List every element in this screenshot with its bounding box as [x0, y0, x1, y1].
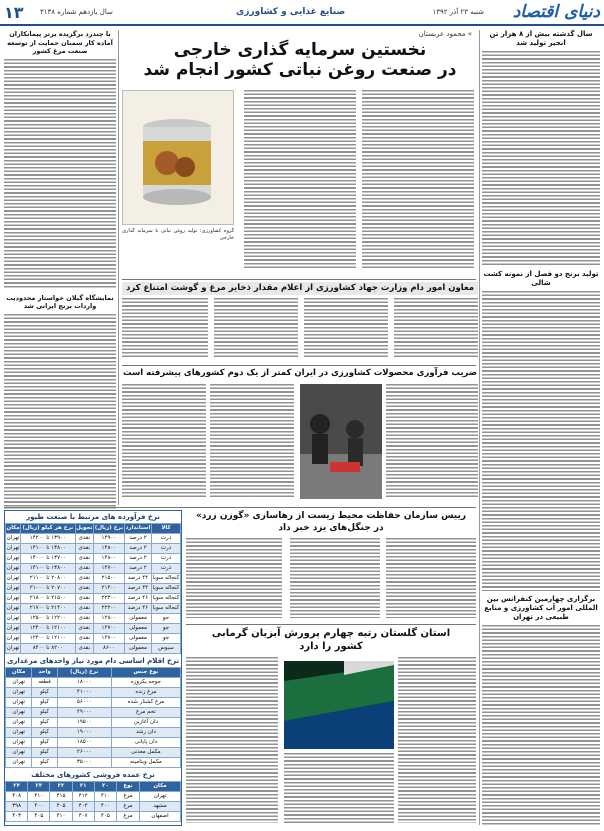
- table-cell: ۲۲۲۰۰: [93, 604, 124, 614]
- table-row: [6, 534, 181, 544]
- table-cell: ذرت: [152, 554, 181, 564]
- story-3: [122, 368, 478, 504]
- table-header-cell: مکان: [6, 668, 32, 678]
- lead-title-2: در صنعت روغن نباتی کشور انجام شد: [143, 60, 457, 80]
- table-header-cell: نوع جنس: [111, 668, 180, 678]
- table-cell: ذرت: [152, 534, 181, 544]
- table-cell: تهران: [6, 564, 21, 574]
- table-cell: ۲۱۵۰۰ تا ۲۱۸۰۰: [21, 594, 75, 604]
- table-cell: تهران: [6, 728, 32, 738]
- table-cell: تهران: [6, 748, 32, 758]
- table-cell: تهران: [6, 718, 32, 728]
- table-1: [5, 523, 181, 654]
- story-2-body-col1: [394, 298, 478, 358]
- table-row: [6, 812, 181, 822]
- table-header-cell: استاندارد: [124, 524, 151, 534]
- page-number: ۱۳: [4, 3, 24, 22]
- page-header: [0, 0, 604, 26]
- table-cell: ۳۹۸: [6, 802, 28, 812]
- table-cell: ۵۶۰۰۰: [57, 698, 111, 708]
- table-header-cell: تحویل: [75, 524, 93, 534]
- table-cell: ۴۱۰: [94, 792, 116, 802]
- table-row: [6, 738, 181, 748]
- table-cell: ۲ درصد: [124, 544, 151, 554]
- story-4: [186, 510, 476, 620]
- section-title: صنایع غذایی و کشاورزی: [236, 7, 346, 17]
- table-cell: ۴۶ درصد: [124, 604, 151, 614]
- table-cell: ۴۰۵: [28, 812, 50, 822]
- table-cell: نقدی: [75, 624, 93, 634]
- left-mid-title: نمایشگاه گیلان خواستار محدودیت واردات برنج ایرانی شد: [6, 293, 114, 310]
- table-row: [6, 718, 181, 728]
- table-header-cell: ۲۰: [94, 782, 116, 792]
- table-cell: مرغ: [116, 812, 139, 822]
- story-3-body-col2: [210, 384, 294, 499]
- story-4-title-2: در جنگل‌های یزد خبر داد: [278, 523, 384, 533]
- table-row: [6, 574, 181, 584]
- story-2-body-col2: [304, 298, 388, 358]
- table-cell: معمولی: [124, 624, 151, 634]
- table-cell: مکمل معدنی: [111, 748, 180, 758]
- table-row: [6, 604, 181, 614]
- table-row: [6, 698, 181, 708]
- story-3-photo: [300, 384, 382, 499]
- lead-kicker: » محمود عربستان: [418, 30, 472, 38]
- column-rule: [479, 30, 480, 825]
- table-cell: ۸۶۰۰: [93, 644, 124, 654]
- table-row: [6, 728, 181, 738]
- table-cell: ۴۴ درصد: [124, 574, 151, 584]
- left-top-title: با چندرد برگزیده برتر پیمانکاران آماده کار سمنان حمایت از توسعه صنعت مرغ کشور: [7, 30, 113, 55]
- right-top-body: [482, 51, 600, 266]
- table-header-cell: نرخ هر کیلو (ریال): [21, 524, 75, 534]
- table-cell: ۱۳۹۰۰ تا ۱۴۲۰۰: [21, 534, 75, 544]
- table-cell: ۱۲۸۰۰: [93, 614, 124, 624]
- table-cell: ۱۴۷۰۰: [93, 564, 124, 574]
- table-cell: تهران: [6, 594, 21, 604]
- right-mid-body: [482, 291, 600, 591]
- right-top-title: سال گذشته بیش از ۸ هزار تن انجیر تولید شد: [489, 30, 593, 47]
- story-5-body-col1: [398, 657, 476, 823]
- table-cell: مشهد: [140, 802, 181, 812]
- table-cell: مکمل ویتامینه: [111, 758, 180, 768]
- table-header-cell: مکان: [6, 524, 21, 534]
- table-cell: تهران: [6, 554, 21, 564]
- section-divider: [122, 279, 476, 280]
- table-cell: ۲ درصد: [124, 554, 151, 564]
- table-cell: نقدی: [75, 544, 93, 554]
- table-cell: تهران: [6, 584, 21, 594]
- table-cell: نقدی: [75, 614, 93, 624]
- story-4-body-col1: [386, 538, 476, 618]
- table-cell: جو: [152, 614, 181, 624]
- table-cell: تهران: [6, 758, 32, 768]
- table-cell: ۱۹۵۰۰: [57, 718, 111, 728]
- table-cell: جو: [152, 634, 181, 644]
- table-cell: اصفهان: [140, 812, 181, 822]
- table-1-title: نرخ فرآورده های مرتبط با صنعت طیور: [26, 513, 160, 521]
- table-cell: ۱۸۰۰۰: [57, 678, 111, 688]
- table-2-title: نرخ اقلام اساسی دام مورد نیاز واحدهای مرغداری: [6, 657, 180, 665]
- table-header-cell: ۲۱: [72, 782, 94, 792]
- oil-can-image: [122, 91, 233, 225]
- table-cell: دان پایانی: [111, 738, 180, 748]
- table-cell: جو: [152, 624, 181, 634]
- table-row: [6, 708, 181, 718]
- table-cell: ۴۰۵: [50, 802, 72, 812]
- table-cell: ۲۱۴۰۰: [93, 584, 124, 594]
- lead-photo: [122, 90, 234, 225]
- table-cell: کیلو: [32, 718, 57, 728]
- table-cell: تهران: [6, 698, 32, 708]
- table-cell: ۲۰۸۰۰ تا ۲۱۱۰۰: [21, 574, 75, 584]
- table-cell: ۱۲۷۰۰: [93, 624, 124, 634]
- table-cell: کنجاله سویا: [152, 574, 181, 584]
- table-cell: نقدی: [75, 584, 93, 594]
- table-cell: ۲۰۷۰۰ تا ۲۱۰۰۰: [21, 584, 75, 594]
- story-5-title-1: استان گلستان رتبه چهارم پرورش آبزیان گرمابی: [211, 628, 451, 639]
- table-cell: ۴۰۷: [72, 812, 94, 822]
- table-cell: مرغ کشتار شده: [111, 698, 180, 708]
- right-bottom-title: برگزاری چهارمین کنفرانس بین المللی امور آب کشاورزی و منابع طبیعی در تهران: [484, 595, 598, 621]
- table-cell: ۲ درصد: [124, 534, 151, 544]
- table-cell: ۴۴ درصد: [124, 584, 151, 594]
- table-cell: ۱۹۰۰۰: [57, 728, 111, 738]
- story-3-body-col3: [122, 384, 206, 499]
- table-cell: تهران: [6, 738, 32, 748]
- table-cell: نقدی: [75, 574, 93, 584]
- story-2-body-col3: [214, 298, 298, 358]
- table-cell: تهران: [6, 634, 21, 644]
- table-3: [5, 781, 181, 822]
- table-cell: ۳۵۰۰۰: [57, 758, 111, 768]
- table-row: [6, 802, 181, 812]
- table-cell: ۴۱۰۰۰: [57, 688, 111, 698]
- table-cell: تهران: [6, 574, 21, 584]
- table-cell: ۱۳۷۰۰ تا ۱۴۰۰۰: [21, 554, 75, 564]
- table-cell: کیلو: [32, 748, 57, 758]
- right-bottom-body: [482, 625, 600, 825]
- table-cell: ۱۲۲۰۰ تا ۱۲۵۰۰: [21, 614, 75, 624]
- column-rule: [118, 30, 119, 505]
- table-cell: تهران: [6, 624, 21, 634]
- table-cell: ذرت: [152, 564, 181, 574]
- table-cell: ذرت: [152, 544, 181, 554]
- table-header-cell: ۲۳: [28, 782, 50, 792]
- table-cell: کنجاله سویا: [152, 594, 181, 604]
- table-cell: جوجه یکروزه: [111, 678, 180, 688]
- table-cell: نقدی: [75, 564, 93, 574]
- table-cell: تهران: [6, 534, 21, 544]
- table-cell: کنجاله سویا: [152, 584, 181, 594]
- table-cell: ۴۰۰: [94, 802, 116, 812]
- table-cell: کیلو: [32, 698, 57, 708]
- table-row: [6, 614, 181, 624]
- table-cell: تهران: [6, 544, 21, 554]
- story-4-body-col2: [290, 538, 380, 618]
- story-2-body-col4: [122, 298, 208, 358]
- table-cell: مرغ زنده: [111, 688, 180, 698]
- issue-date: شنبه ۲۳ آذر ۱۳۹۲: [432, 8, 484, 16]
- table-cell: قطعه: [32, 678, 57, 688]
- table-cell: ۱۳۸۰۰ تا ۱۴۱۰۰: [21, 564, 75, 574]
- issue-number: سال یازدهم شماره ۳۱۳۸: [40, 8, 113, 16]
- left-mid-body: [4, 314, 116, 509]
- table-row: [6, 634, 181, 644]
- table-header-cell: ۲۴: [6, 782, 28, 792]
- table-cell: ۲۱۴۰۰ تا ۲۱۷۰۰: [21, 604, 75, 614]
- story-5-body-col2: [284, 753, 394, 823]
- table-cell: نقدی: [75, 554, 93, 564]
- table-cell: ۲ درصد: [124, 564, 151, 574]
- table-row: [6, 688, 181, 698]
- table-row: [6, 554, 181, 564]
- story-3-body-col1: [386, 384, 478, 499]
- table-cell: تهران: [140, 792, 181, 802]
- table-cell: معمولی: [124, 614, 151, 624]
- table-cell: تهران: [6, 604, 21, 614]
- table-cell: ۲۱۵۰۰: [93, 574, 124, 584]
- story-3-title: ضریب فرآوری محصولات کشاورزی در ایران کمتر از یک دوم کشورهای پیشرفته است: [122, 368, 478, 378]
- right-column: [482, 30, 600, 825]
- table-cell: ۴۱۰: [28, 792, 50, 802]
- table-cell: نقدی: [75, 644, 93, 654]
- table-row: [6, 624, 181, 634]
- newspaper-logo: دنیای اقتصاد: [512, 2, 600, 22]
- table-cell: نقدی: [75, 594, 93, 604]
- table-header-cell: نرخ (ریال): [93, 524, 124, 534]
- table-cell: ۸۲۰۰ تا ۸۴۰۰: [21, 644, 75, 654]
- right-mid-title: تولید برنج دو فصل از نمونه کشت شالی: [483, 270, 599, 287]
- table-cell: معمولی: [124, 644, 151, 654]
- section-divider: [186, 624, 476, 625]
- table-cell: تخم مرغ: [111, 708, 180, 718]
- lead-body-col1: [362, 90, 474, 270]
- table-row: [6, 544, 181, 554]
- table-cell: ۱۸۵۰۰: [57, 738, 111, 748]
- table-cell: کیلو: [32, 708, 57, 718]
- table-cell: ۱۴۸۰۰: [93, 544, 124, 554]
- table-row: [6, 758, 181, 768]
- fish-farm-image: [284, 661, 394, 749]
- table-row: [6, 594, 181, 604]
- table-row: [6, 748, 181, 758]
- table-cell: تهران: [6, 688, 32, 698]
- table-cell: نقدی: [75, 534, 93, 544]
- table-cell: ۴۰۰: [28, 802, 50, 812]
- lead-story: [122, 30, 478, 278]
- table-cell: مرغ: [116, 792, 139, 802]
- table-cell: دان رشد: [111, 728, 180, 738]
- table-cell: معمولی: [124, 634, 151, 644]
- table-cell: کنجاله سویا: [152, 604, 181, 614]
- table-cell: ۱۳۸۰۰ تا ۱۴۱۰۰: [21, 544, 75, 554]
- story-4-title-1: رییس سازمان حفاظت محیط زیست از رهاسازی «گوزن زرد»: [195, 511, 467, 521]
- table-cell: ۱۲۱۰۰ تا ۱۲۴۰۰: [21, 634, 75, 644]
- section-divider: [4, 507, 476, 508]
- story-5-title-2: کشور را دارد: [299, 641, 363, 652]
- table-cell: تهران: [6, 708, 32, 718]
- table-cell: مرغ: [116, 802, 139, 812]
- market-image: [300, 384, 382, 499]
- table-cell: ۴۶ درصد: [124, 594, 151, 604]
- table-header-cell: واحد: [32, 668, 57, 678]
- lead-body-col2: [244, 90, 356, 270]
- left-top-body: [4, 59, 116, 289]
- table-cell: ۴۰۲: [72, 802, 94, 812]
- table-cell: ۱۴۸۰۰: [93, 554, 124, 564]
- table-row: [6, 678, 181, 688]
- lead-photo-caption: گروه کشاورزی: تولید روغن نباتی با سرمایه گذاری خارجی: [122, 228, 234, 241]
- table-cell: ۲۶۰۰۰: [57, 748, 111, 758]
- table-row: [6, 584, 181, 594]
- table-2: [5, 667, 181, 768]
- table-cell: دان آغازین: [111, 718, 180, 728]
- table-row: [6, 564, 181, 574]
- table-cell: کیلو: [32, 738, 57, 748]
- story-2: [122, 282, 478, 362]
- table-cell: کیلو: [32, 758, 57, 768]
- story-5-photo: [284, 661, 394, 749]
- section-divider: [122, 365, 476, 366]
- table-row: [6, 644, 181, 654]
- story-5: [186, 627, 476, 825]
- table-header-cell: کالا: [152, 524, 181, 534]
- table-cell: کیلو: [32, 728, 57, 738]
- table-cell: ۴۹۰۰۰: [57, 708, 111, 718]
- story-5-body-col3: [186, 657, 278, 823]
- table-cell: ۱۴۹۰۰: [93, 534, 124, 544]
- table-cell: ۴۰۵: [94, 812, 116, 822]
- table-cell: ۴۰۳: [6, 812, 28, 822]
- table-cell: تهران: [6, 678, 32, 688]
- table-cell: ۴۱۲: [72, 792, 94, 802]
- table-cell: تهران: [6, 614, 21, 624]
- table-cell: ۴۰۸: [6, 792, 28, 802]
- tables-panel: [4, 510, 182, 826]
- table-header-cell: نوع: [116, 782, 139, 792]
- left-column: [4, 30, 116, 500]
- table-cell: ۲۲۳۰۰: [93, 594, 124, 604]
- story-2-title: معاون امور دام وزارت جهاد کشاورزی از اعلام مقدار ذخایر مرغ و گوشت امتناع کرد: [122, 282, 478, 295]
- table-header-cell: ۲۲: [50, 782, 72, 792]
- table-cell: ۱۲۷۰۰: [93, 634, 124, 644]
- table-cell: ۴۱۰: [50, 812, 72, 822]
- lead-title-1: نخستین سرمایه گذاری خارجی: [173, 40, 427, 60]
- table-header-cell: مکان: [140, 782, 181, 792]
- table-cell: نقدی: [75, 604, 93, 614]
- table-3-title: نرخ عمده فروشی کشورهای مختلف: [31, 771, 155, 779]
- table-row: [6, 792, 181, 802]
- table-cell: ۱۲۱۰۰ تا ۱۲۴۰۰: [21, 624, 75, 634]
- table-cell: تهران: [6, 644, 21, 654]
- table-cell: کیلو: [32, 688, 57, 698]
- table-header-cell: نرخ (ریال): [57, 668, 111, 678]
- table-cell: نقدی: [75, 634, 93, 644]
- table-cell: سبوس: [152, 644, 181, 654]
- table-cell: ۴۱۵: [50, 792, 72, 802]
- story-4-body-col3: [186, 538, 282, 618]
